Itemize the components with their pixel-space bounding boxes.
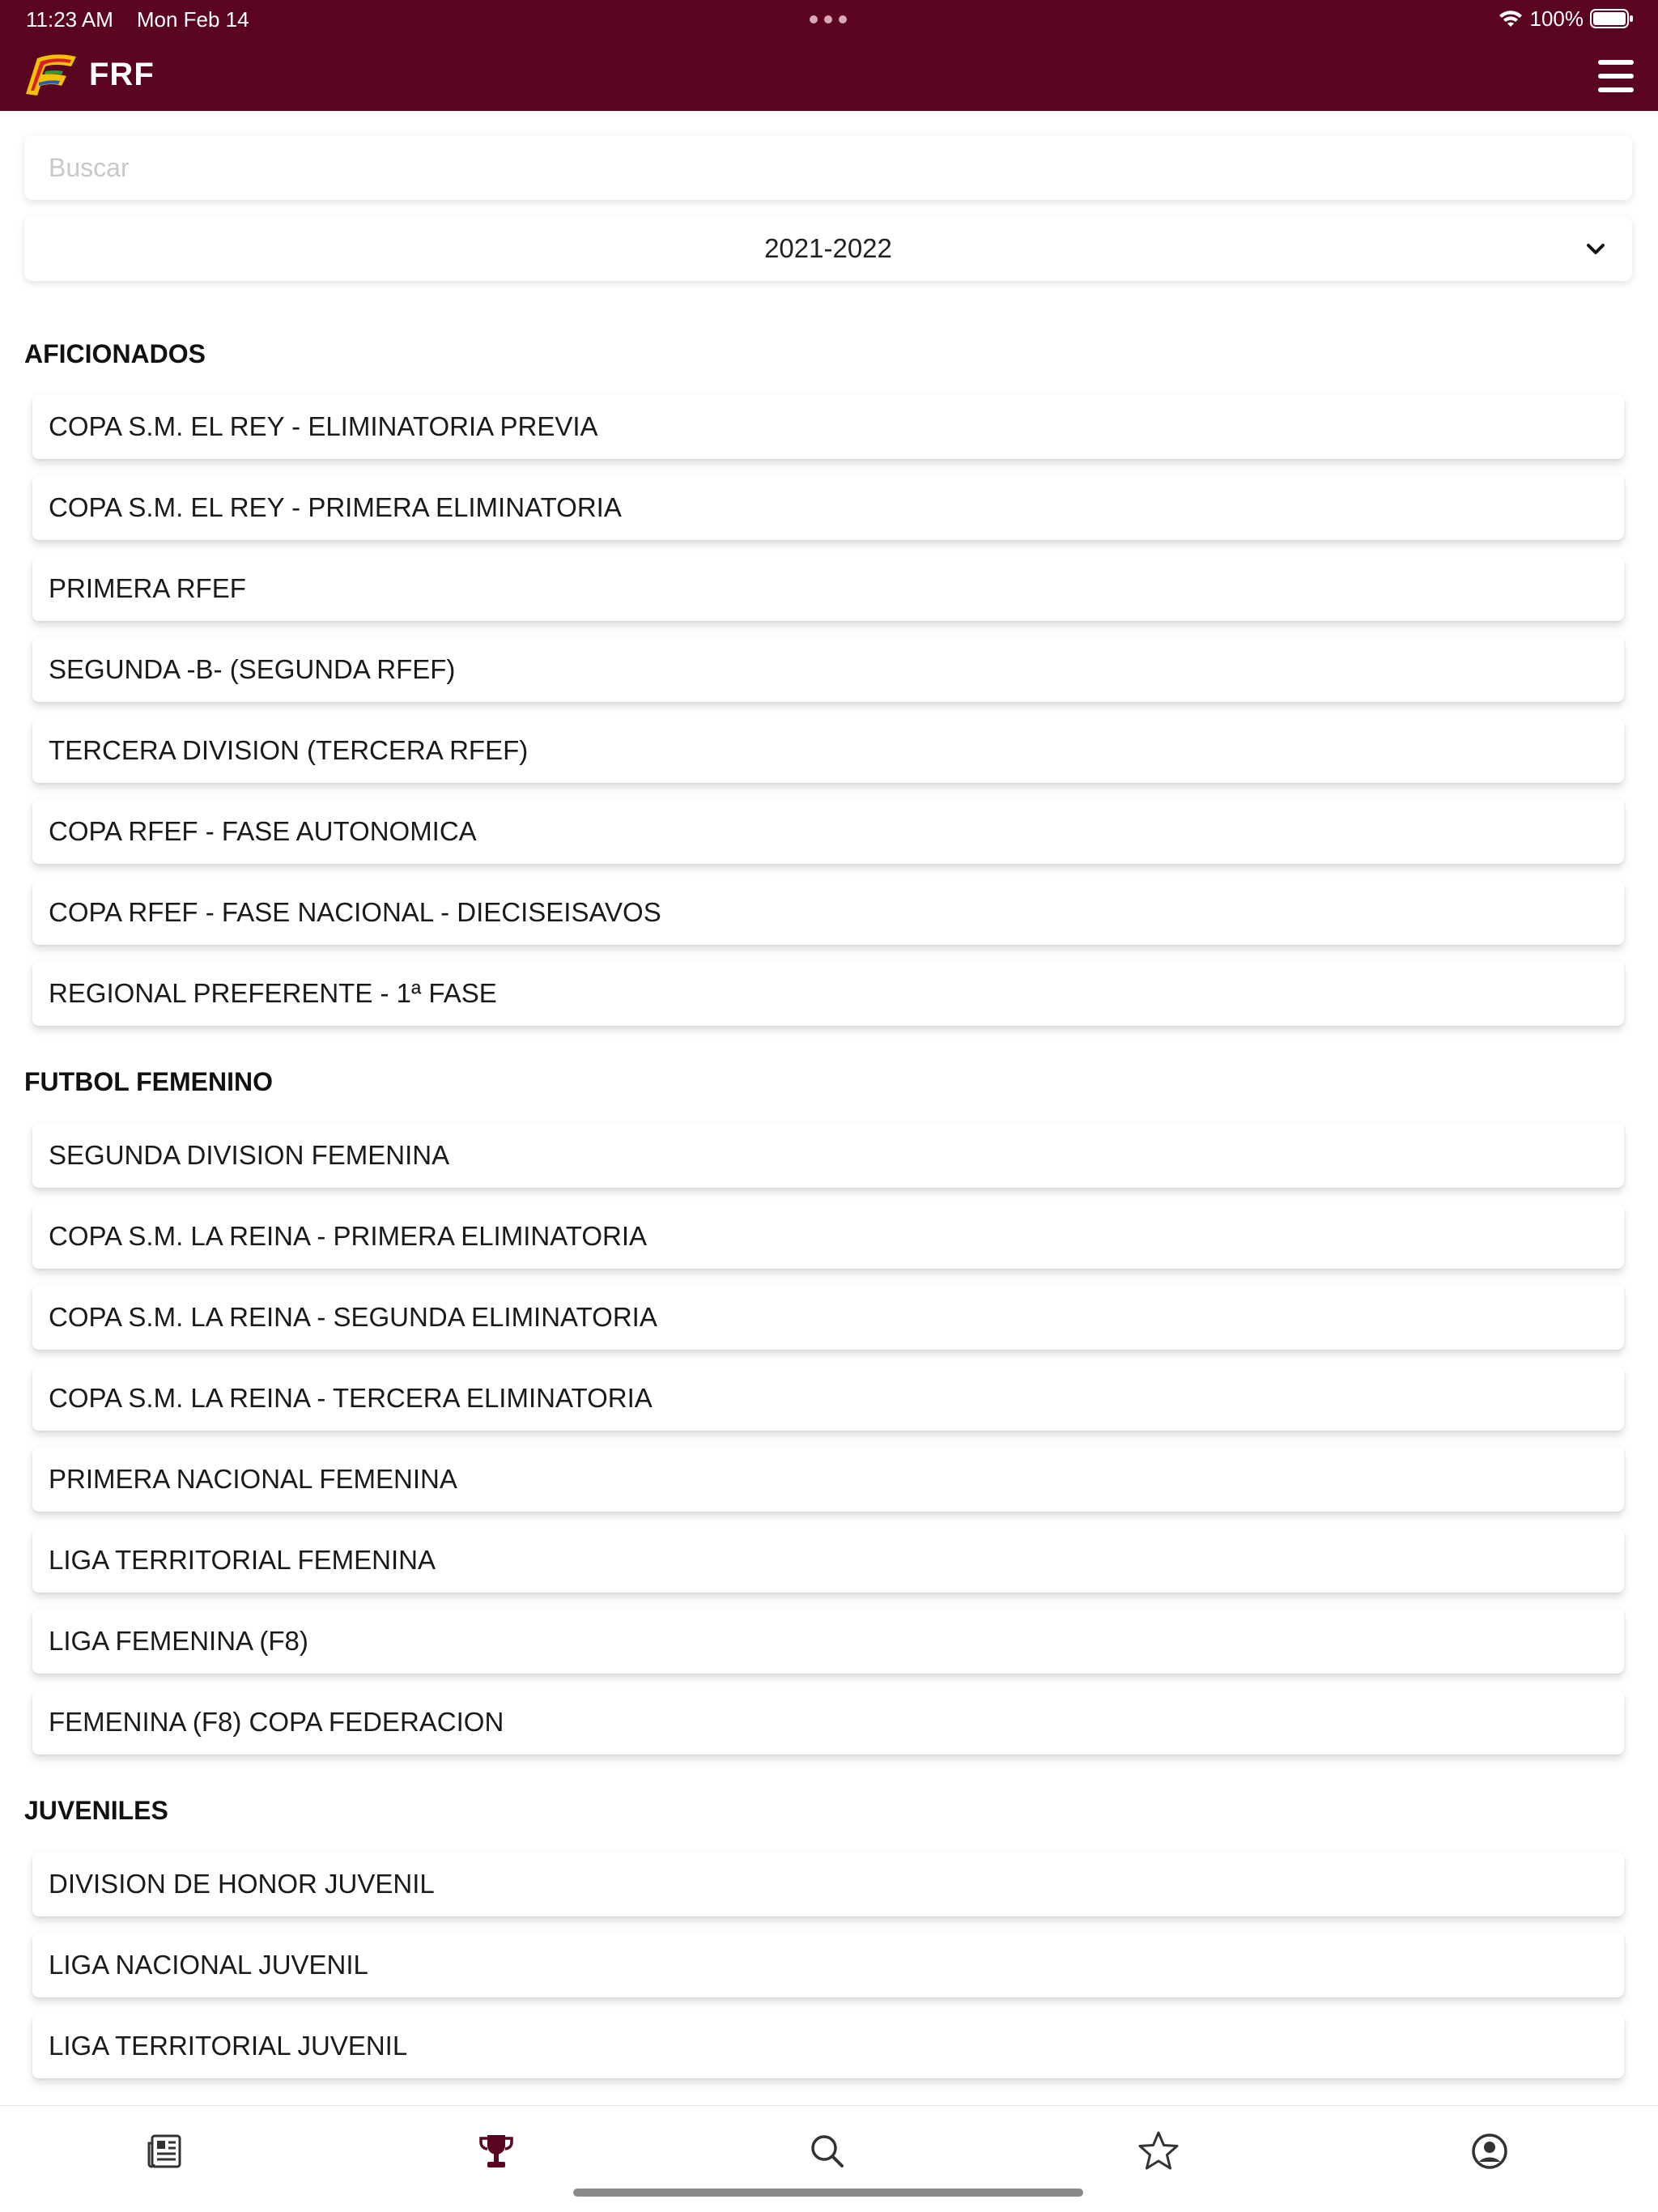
status-right	[1498, 5, 1635, 32]
list-item[interactable]: COPA S.M. LA REINA - TERCERA ELIMINATORIA	[32, 1366, 1624, 1431]
list-item[interactable]: COPA S.M. LA REINA - SEGUNDA ELIMINATORIA	[32, 1285, 1624, 1350]
tab-search[interactable]	[803, 2127, 852, 2176]
list-item[interactable]: COPA RFEF - FASE NACIONAL - DIECISEISAVOS	[32, 880, 1624, 945]
list-item[interactable]: LIGA TERRITORIAL JUVENIL	[32, 2014, 1624, 2078]
section-title-aficionados: AFICIONADOS	[24, 339, 206, 368]
list-item[interactable]: FEMENINA (F8) COPA FEDERACION	[32, 1690, 1624, 1755]
list-item[interactable]: COPA S.M. EL REY - PRIMERA ELIMINATORIA	[32, 475, 1624, 540]
frf-crest-icon	[23, 50, 79, 99]
list-item[interactable]: LIGA NACIONAL JUVENIL	[32, 1933, 1624, 1997]
multitasking-dots-icon[interactable]	[810, 8, 847, 31]
search-icon	[808, 2132, 847, 2171]
list-item[interactable]: PRIMERA RFEF	[32, 556, 1624, 621]
list-item[interactable]: SEGUNDA DIVISION FEMENINA	[32, 1123, 1624, 1188]
app-name: FRF	[89, 56, 155, 92]
home-indicator[interactable]	[573, 2189, 1083, 2197]
section-title-futbol-femenino: FUTBOL FEMENINO	[24, 1067, 273, 1096]
list-item[interactable]: REGIONAL PREFERENTE - 1ª FASE	[32, 961, 1624, 1026]
list-item[interactable]: SEGUNDA -B- (SEGUNDA RFEF)	[32, 637, 1624, 702]
top-bar	[0, 0, 1658, 111]
tab-news[interactable]	[141, 2127, 189, 2176]
list-item[interactable]: COPA S.M. EL REY - ELIMINATORIA PREVIA	[32, 394, 1624, 459]
battery-icon	[1590, 8, 1634, 29]
chevron-down-icon	[1584, 237, 1608, 262]
profile-icon	[1470, 2132, 1509, 2171]
star-icon	[1137, 2129, 1180, 2173]
news-icon	[146, 2132, 185, 2171]
status-time	[26, 6, 249, 32]
search-input[interactable]	[24, 135, 1632, 200]
tab-profile[interactable]	[1465, 2127, 1514, 2176]
app-logo[interactable]	[23, 49, 155, 100]
battery-percent: 100%	[1529, 6, 1584, 31]
season-select-value: 2021-2022	[764, 233, 892, 263]
hamburger-menu-icon[interactable]	[1598, 60, 1634, 92]
list-item[interactable]: PRIMERA NACIONAL FEMENINA	[32, 1447, 1624, 1512]
list-item[interactable]: LIGA FEMENINA (F8)	[32, 1609, 1624, 1674]
status-date: Mon Feb 14	[136, 7, 249, 32]
list-item[interactable]: COPA RFEF - FASE AUTONOMICA	[32, 799, 1624, 864]
status-clock: 11:23 AM	[26, 7, 113, 32]
list-item[interactable]: DIVISION DE HONOR JUVENIL	[32, 1852, 1624, 1916]
list-item[interactable]: LIGA TERRITORIAL FEMENINA	[32, 1528, 1624, 1593]
season-select[interactable]	[24, 216, 1632, 281]
list-item[interactable]: TERCERA DIVISION (TERCERA RFEF)	[32, 718, 1624, 783]
trophy-icon	[476, 2131, 517, 2172]
section-title-juveniles: JUVENILES	[24, 1796, 168, 1825]
wifi-icon	[1498, 9, 1524, 28]
tab-favorites[interactable]	[1134, 2127, 1183, 2176]
list-item[interactable]: COPA S.M. LA REINA - PRIMERA ELIMINATORIA	[32, 1204, 1624, 1269]
tab-competitions[interactable]	[472, 2127, 521, 2176]
